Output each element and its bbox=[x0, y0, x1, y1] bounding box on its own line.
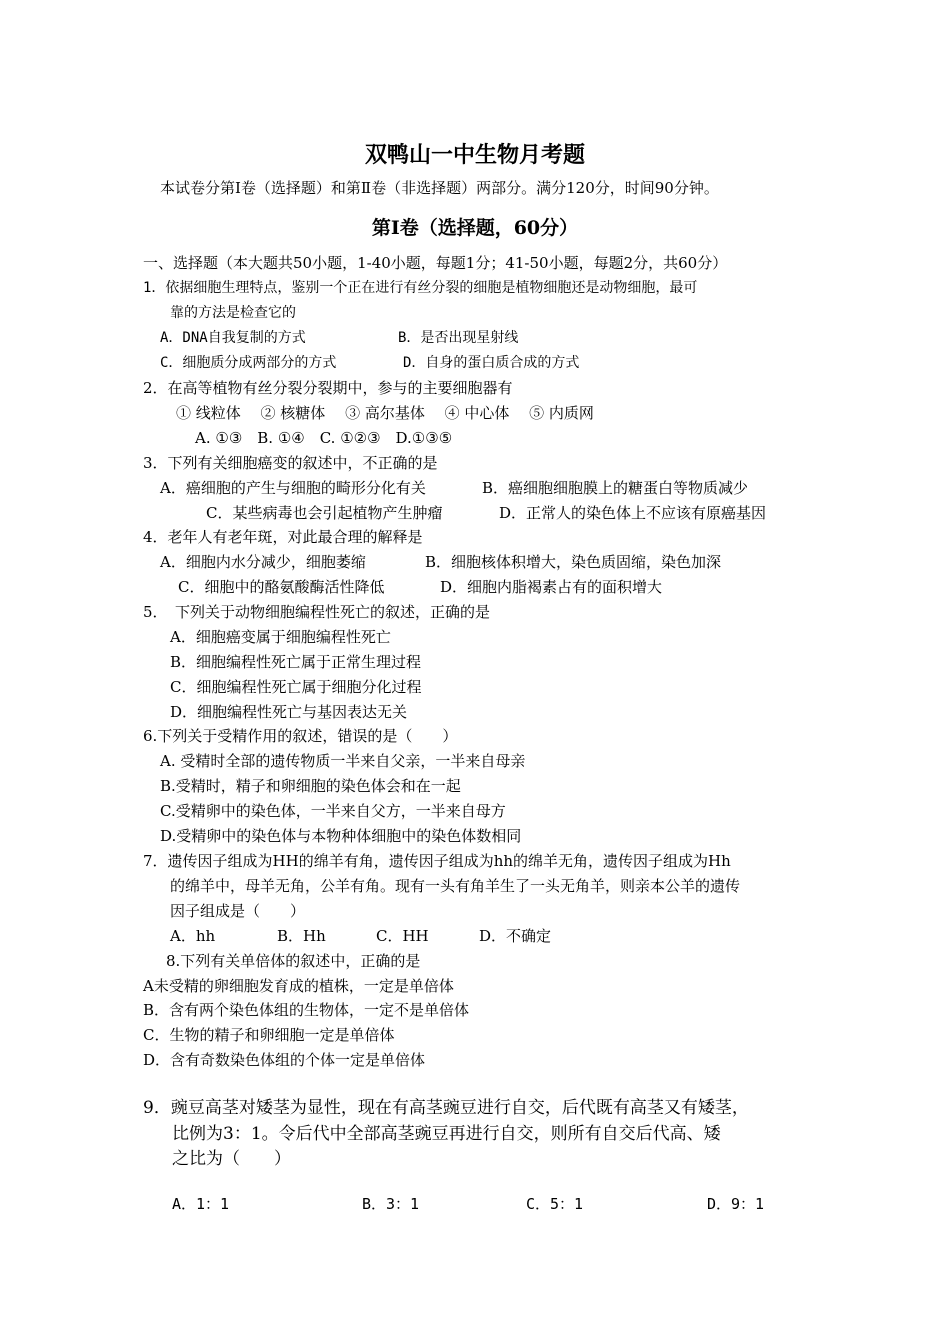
option-a: A．hh bbox=[170, 927, 216, 945]
option-d: D．细胞编程性死亡与基因表达无关 bbox=[170, 703, 408, 721]
option-b: B．3：1 bbox=[362, 1195, 420, 1213]
question-stem: 5． 下列关于动物细胞编程性死亡的叙述，正确的是 bbox=[143, 603, 491, 621]
question-stem: 比例为3：1。令后代中全部高茎豌豆再进行自交，则所有自交后代高、矮 bbox=[172, 1124, 721, 1144]
option-d: D．含有奇数染色体组的个体一定是单倍体 bbox=[143, 1051, 426, 1069]
question-stem: 1．依据细胞生理特点，鉴别一个正在进行有丝分裂的细胞是植物细胞还是动物细胞，最可 bbox=[143, 280, 698, 296]
page-title: 双鸭山一中生物月考题 bbox=[364, 142, 585, 168]
option-d: D．不确定 bbox=[479, 927, 552, 945]
question-stem: 9．豌豆高茎对矮茎为显性，现在有高茎豌豆进行自交，后代既有高茎又有矮茎， bbox=[143, 1098, 749, 1118]
option-a: A．DNA自我复制的方式 bbox=[160, 330, 306, 346]
question-stem: 靠的方法是检查它的 bbox=[170, 305, 296, 321]
exam-intro: 本试卷分第Ⅰ卷（选择题）和第Ⅱ卷（非选择题）两部分。满分120分，时间90分钟。 bbox=[160, 179, 719, 197]
option-a: A未受精的卵细胞发育成的植株，一定是单倍体 bbox=[143, 977, 454, 995]
option-a: A．1：1 bbox=[172, 1195, 230, 1213]
option-a: A．癌细胞的产生与细胞的畸形分化有关 bbox=[160, 479, 426, 497]
option-b: B．细胞编程性死亡属于正常生理过程 bbox=[170, 653, 422, 671]
option-b: B．Hh bbox=[277, 927, 326, 945]
question-stem: 8.下列有关单倍体的叙述中，正确的是 bbox=[166, 952, 421, 970]
option-b: B.受精时，精子和卵细胞的染色体会和在一起 bbox=[160, 777, 461, 795]
question-stem: 6.下列关于受精作用的叙述，错误的是（ ） bbox=[143, 727, 458, 745]
option-b: B．含有两个染色体组的生物体，一定不是单倍体 bbox=[143, 1001, 470, 1019]
option-d: D．9：1 bbox=[707, 1195, 765, 1213]
option-c: C．细胞编程性死亡属于细胞分化过程 bbox=[170, 678, 422, 696]
question-stem: 4．老年人有老年斑，对此最合理的解释是 bbox=[143, 528, 423, 546]
option-c: C．5：1 bbox=[526, 1195, 584, 1213]
option-c: C．细胞质分成两部分的方式 bbox=[160, 355, 337, 371]
option-a: A．细胞癌变属于细胞编程性死亡 bbox=[170, 628, 391, 646]
option-c: C．某些病毒也会引起植物产生肿瘤 bbox=[206, 504, 443, 522]
question-stem: 因子组成是（ ） bbox=[170, 902, 306, 920]
option-d: D．自身的蛋白质合成的方式 bbox=[403, 355, 580, 371]
option-b: B．细胞核体积增大，染色质固缩，染色加深 bbox=[425, 553, 722, 571]
option-c: C．HH bbox=[376, 927, 429, 945]
question-stem: 3．下列有关细胞癌变的叙述中，不正确的是 bbox=[143, 454, 438, 472]
section-instructions: 一、选择题（本大题共50小题，1-40小题，每题1分；41-50小题，每题2分，共60分） bbox=[143, 254, 728, 272]
option-a: A．细胞内水分减少，细胞萎缩 bbox=[160, 553, 366, 571]
option-d: D．细胞内脂褐素占有的面积增大 bbox=[440, 578, 663, 596]
option-a: A. 受精时全部的遗传物质一半来自父亲，一半来自母亲 bbox=[160, 752, 526, 770]
section-title: 第Ⅰ卷（选择题，60分） bbox=[371, 217, 579, 239]
question-stem: 2．在高等植物有丝分裂分裂期中，参与的主要细胞器有 bbox=[143, 379, 513, 397]
question-stem: 的绵羊中，母羊无角，公羊有角。现有一头有角羊生了一头无角羊，则亲本公羊的遗传 bbox=[170, 877, 741, 895]
option-b: B．癌细胞细胞膜上的糖蛋白等物质减少 bbox=[482, 479, 749, 497]
option-c: C．生物的精子和卵细胞一定是单倍体 bbox=[143, 1026, 395, 1044]
option-b: B．是否出现星射线 bbox=[398, 330, 519, 346]
options-row: A. ①③ B. ①④ C. ①②③ D.①③⑤ bbox=[195, 429, 453, 447]
option-c: C.受精卵中的染色体，一半来自父方，一半来自母方 bbox=[160, 802, 506, 820]
option-d: D.受精卵中的染色体与本物种体细胞中的染色体数相同 bbox=[160, 827, 522, 845]
option-c: C．细胞中的酪氨酸酶活性降低 bbox=[178, 578, 385, 596]
question-stem: 7．遗传因子组成为HH的绵羊有角，遗传因子组成为hh的绵羊无角，遗传因子组成为Hh bbox=[143, 852, 731, 870]
organelle-list: ① 线粒体 ② 核糖体 ③ 高尔基体 ④ 中心体 ⑤ 内质网 bbox=[176, 404, 594, 422]
option-d: D．正常人的染色体上不应该有原癌基因 bbox=[499, 504, 767, 522]
question-stem: 之比为（ ） bbox=[172, 1149, 291, 1169]
